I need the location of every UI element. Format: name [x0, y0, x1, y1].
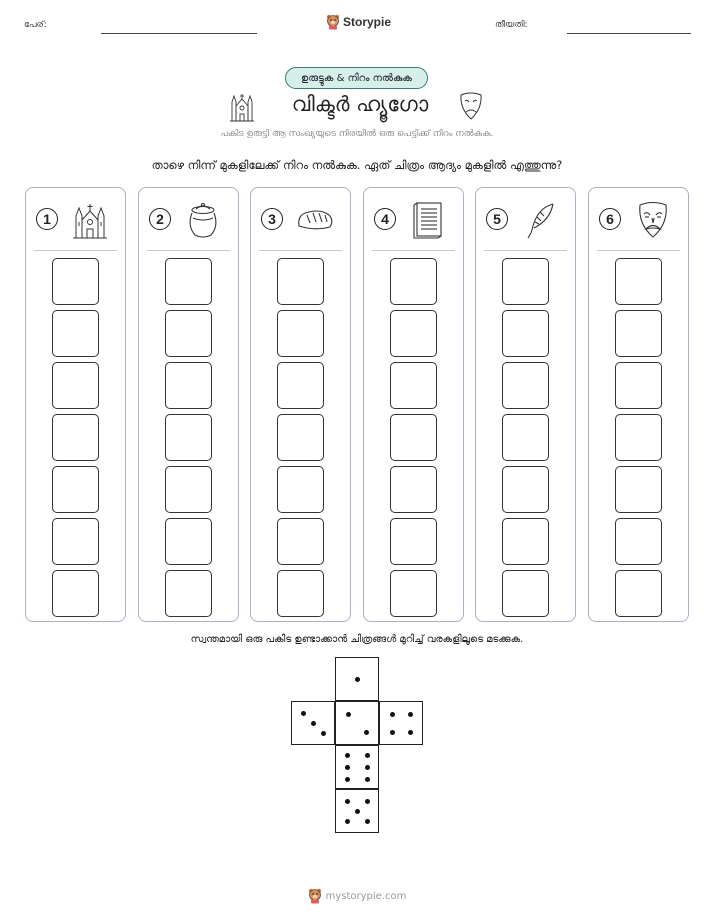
color-box[interactable] — [277, 258, 324, 305]
color-box[interactable] — [615, 570, 662, 617]
color-box[interactable] — [165, 518, 212, 565]
column-1 — [25, 187, 126, 622]
page-title: വിക്ടർ ഹ്യൂഗോ — [291, 92, 429, 116]
color-box[interactable] — [615, 518, 662, 565]
column-6 — [588, 187, 689, 622]
bear-mascot-icon — [326, 14, 340, 30]
column-number: 3 — [261, 208, 283, 230]
color-box[interactable] — [52, 258, 99, 305]
title-mask-icon — [458, 91, 484, 121]
footer-url[interactable]: mystorypie.com — [325, 890, 407, 902]
column-5 — [475, 187, 576, 622]
color-box[interactable] — [502, 258, 549, 305]
die-face-1 — [335, 657, 379, 701]
column-number: 2 — [149, 208, 171, 230]
quill-feather-icon — [520, 200, 560, 240]
color-box[interactable] — [165, 414, 212, 461]
die-face-4 — [379, 701, 423, 745]
date-field-line[interactable] — [567, 33, 691, 34]
question-text: താഴെ നിന്ന് മുകളിലേക്ക് നിറം നൽകുക. ഏത് ചിത്രം ആദ്യം മുകളിൽ എത്തുന്നു? — [151, 158, 563, 172]
footer — [0, 888, 714, 904]
tragedy-mask-icon — [633, 200, 673, 240]
date-label: തീയതി: — [495, 20, 528, 30]
color-box[interactable] — [390, 570, 437, 617]
column-4 — [363, 187, 464, 622]
color-box[interactable] — [165, 258, 212, 305]
bread-loaf-icon — [295, 200, 335, 240]
color-box[interactable] — [615, 362, 662, 409]
color-box[interactable] — [277, 570, 324, 617]
brand-name: Storypie — [343, 15, 392, 29]
column-3 — [250, 187, 351, 622]
color-box[interactable] — [502, 518, 549, 565]
column-number: 6 — [599, 208, 621, 230]
column-divider — [597, 250, 680, 251]
name-field-line[interactable] — [101, 33, 257, 34]
column-divider — [484, 250, 567, 251]
color-box[interactable] — [502, 310, 549, 357]
die-face-5 — [335, 789, 379, 833]
column-divider — [372, 250, 455, 251]
color-box[interactable] — [390, 414, 437, 461]
column-number: 5 — [486, 208, 508, 230]
column-divider — [147, 250, 230, 251]
color-box[interactable] — [615, 414, 662, 461]
color-box[interactable] — [165, 570, 212, 617]
color-box[interactable] — [277, 414, 324, 461]
color-box[interactable] — [52, 310, 99, 357]
color-box[interactable] — [52, 518, 99, 565]
column-divider — [34, 250, 117, 251]
color-box[interactable] — [502, 362, 549, 409]
color-box[interactable] — [165, 362, 212, 409]
brand-logo — [326, 14, 391, 30]
color-box[interactable] — [615, 258, 662, 305]
color-box[interactable] — [165, 466, 212, 513]
color-box[interactable] — [615, 466, 662, 513]
die-instruction: സ്വന്തമായി ഒരു പകിട ഉണ്ടാക്കാൻ ചിത്രങ്ങൾ മുറിച്ച് വരകളിലൂടെ മടക്കുക. — [190, 634, 524, 645]
die-face-6 — [335, 745, 379, 789]
color-box[interactable] — [390, 310, 437, 357]
column-divider — [259, 250, 342, 251]
bear-mascot-icon — [308, 888, 322, 904]
color-box[interactable] — [390, 362, 437, 409]
color-box[interactable] — [52, 414, 99, 461]
color-box[interactable] — [502, 414, 549, 461]
color-box[interactable] — [52, 466, 99, 513]
die-face-3 — [291, 701, 335, 745]
instruction-subtitle: പകിട ഉരുട്ടി ആ സംഖ്യയുടെ നിരയിൽ ഒരു പെട്ടിക്ക് നിറം നൽകുക. — [220, 129, 494, 139]
column-number: 4 — [374, 208, 396, 230]
name-label: പേര്: — [24, 20, 47, 30]
color-box[interactable] — [52, 570, 99, 617]
color-box[interactable] — [277, 518, 324, 565]
color-box[interactable] — [390, 466, 437, 513]
color-box[interactable] — [52, 362, 99, 409]
column-2 — [138, 187, 239, 622]
color-box[interactable] — [277, 466, 324, 513]
book-icon — [408, 200, 448, 240]
color-box[interactable] — [502, 466, 549, 513]
die-face-2 — [335, 701, 379, 745]
color-box[interactable] — [277, 310, 324, 357]
column-number: 1 — [36, 208, 58, 230]
cathedral-icon — [70, 200, 110, 240]
color-box[interactable] — [502, 570, 549, 617]
activity-badge: ഉരുട്ടുക & നിറം നൽകുക — [285, 67, 428, 89]
color-box[interactable] — [390, 258, 437, 305]
color-box[interactable] — [277, 362, 324, 409]
title-cathedral-icon — [228, 90, 256, 122]
color-box[interactable] — [165, 310, 212, 357]
color-box[interactable] — [615, 310, 662, 357]
color-box[interactable] — [390, 518, 437, 565]
honey-pot-icon — [183, 200, 223, 240]
